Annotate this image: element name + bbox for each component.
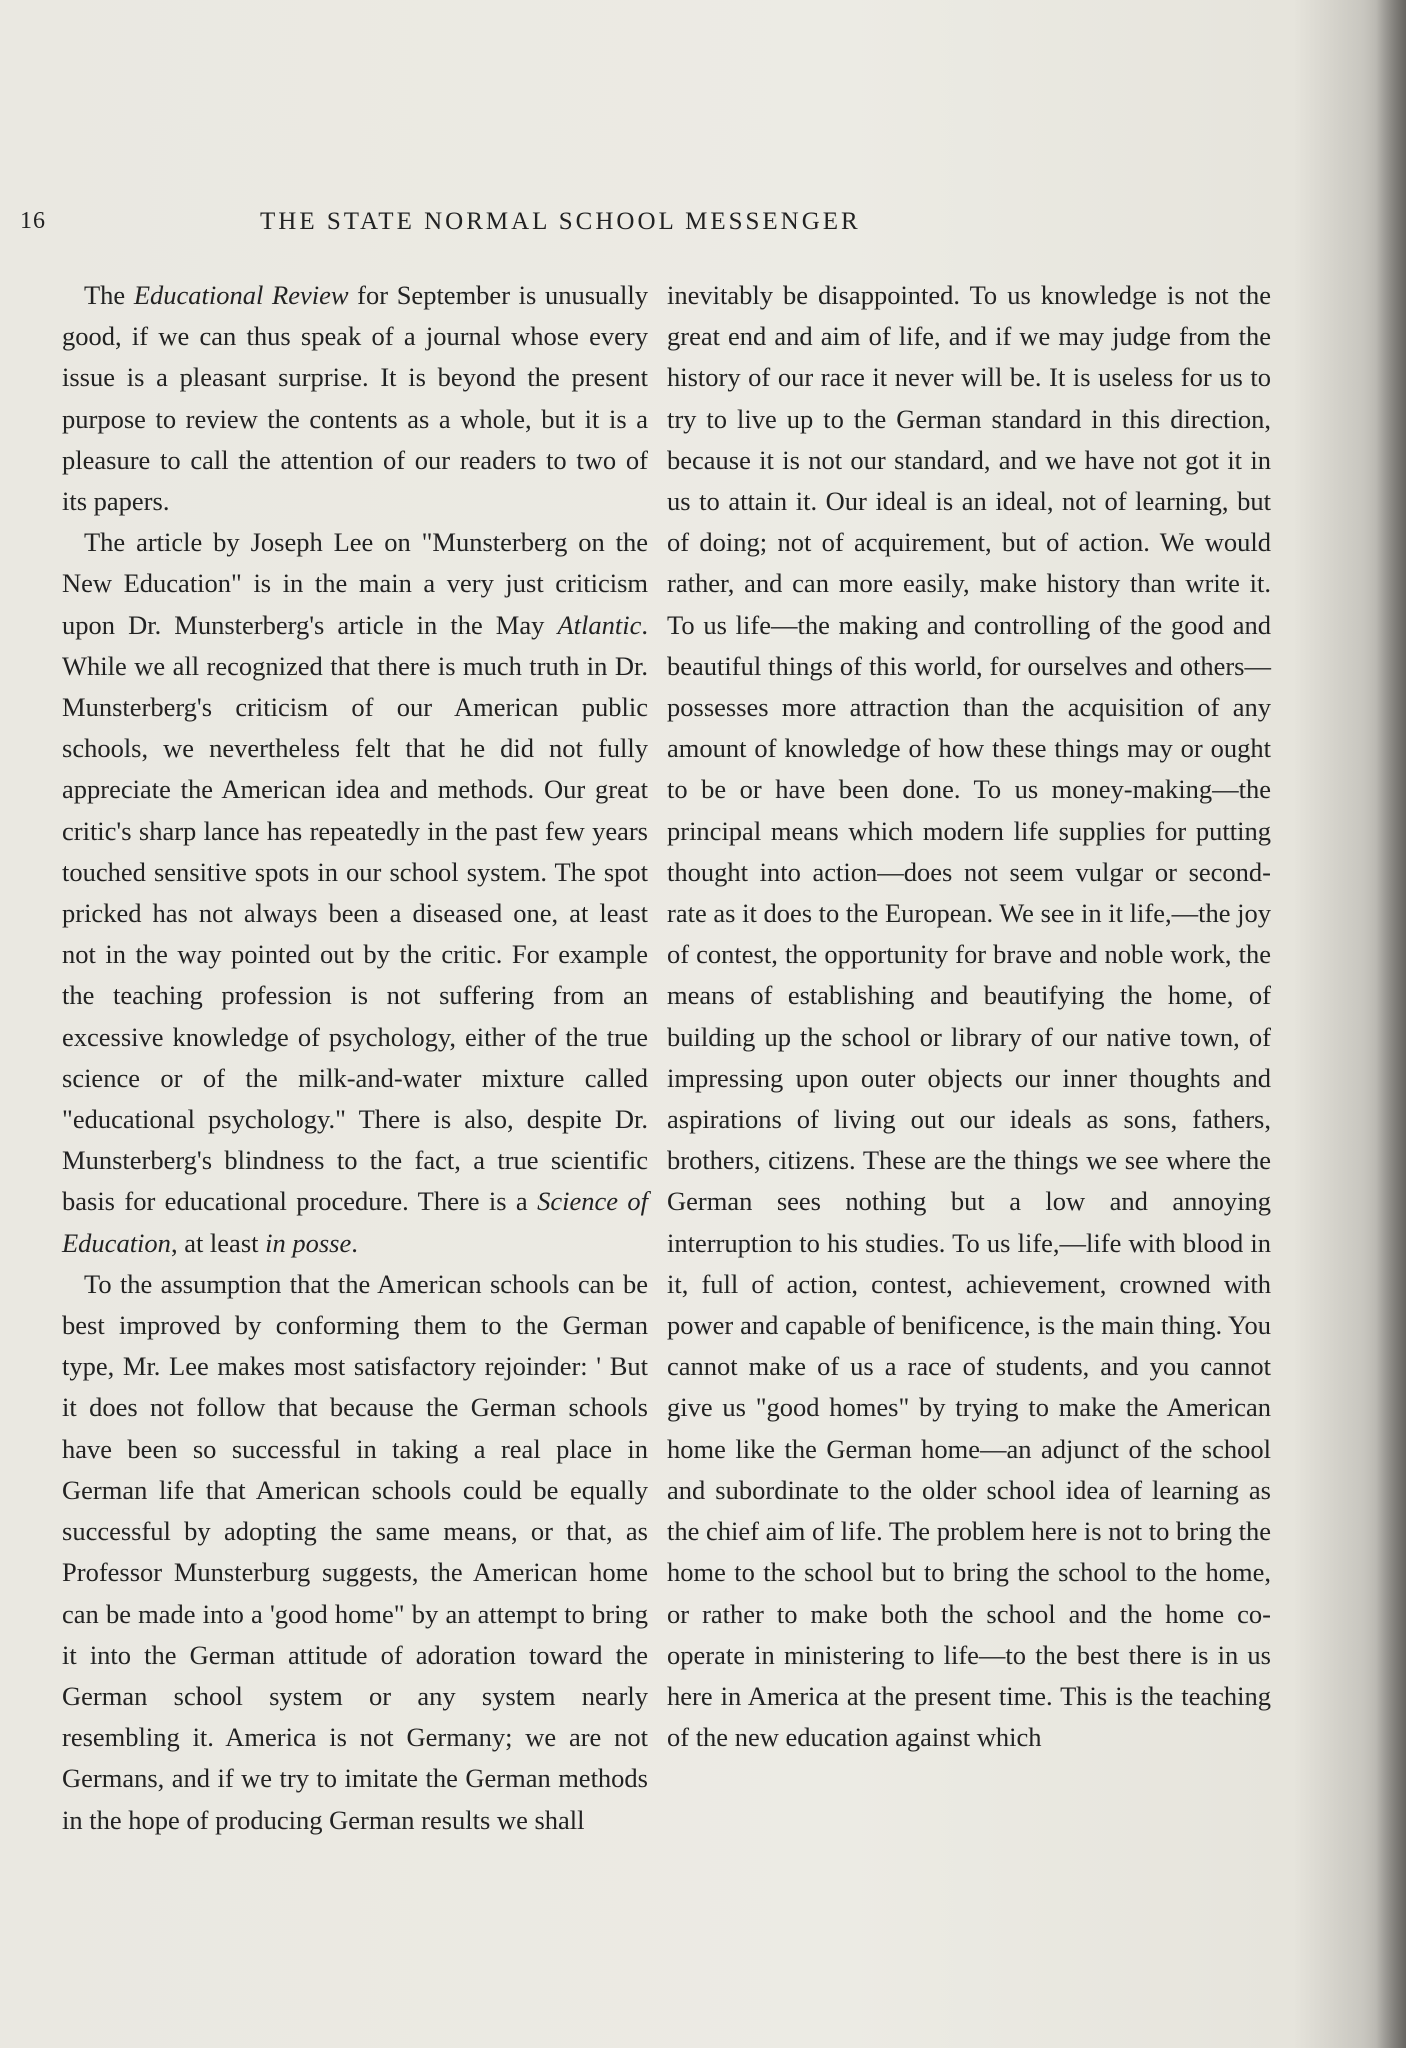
page-edge-shadow [1376, 0, 1406, 2048]
text-run: , at least [170, 1227, 266, 1258]
page-number: 16 [20, 208, 46, 234]
journal-title: THE STATE NORMAL SCHOOL MESSENGER [260, 208, 861, 235]
text-run: The [84, 280, 134, 310]
text-run: . [351, 1227, 358, 1258]
paragraph-review-intro [62, 275, 648, 522]
paragraph-assumption: To the assumption that the American schools can be best improved by conforming them to the German type, Mr. Lee makes most satisfactory rejoinder: ' But it does not follow that because the German schools have been so successful in taking a real place in German life that American schools could be equally successful by adopting the same means, or that, as Professor Munsterburg suggests, the American home can be made into a 'good home" by an attempt to bring it into the German attitude of adoration toward the German school system or any system nearly resembling it. America is not Germany; we are not Germans, and if we try to imitate the German methods in the hope of producing German results we shall [62, 1268, 648, 1835]
journal-name: Educational Review [133, 280, 349, 310]
running-header [20, 208, 1020, 248]
emphasis-in-posse: in posse [265, 1227, 352, 1258]
left-column [62, 275, 648, 2035]
magazine-name: Atlantic [557, 609, 642, 640]
emphasis-science-of-education: Science of Education [62, 1186, 648, 1258]
text-run: . While we all recognized that there is much truth in Dr. Munsterberg's criticism of our American public schools, we nevertheless felt that he did not fully appreciate the American idea and methods. Our great critic's sharp lance has repeatedly in the past few years touched sensitive spots in our school system. The spot pricked has not always been a diseased one, at least not in the way pointed out by the critic. For example the teaching profession is not suffering from an excessive knowledge of psychology, either of the true science or of the milk-and-water mixture called "educational psychology." There is also, despite Dr. Munsterberg's blindness to the fact, a true scientific basis for educational procedure. There is a [62, 609, 648, 1217]
right-column [667, 275, 1271, 2035]
text-run: The article by Joseph Lee on "Munsterberg on the New Education" is in the main a very just criticism upon Dr. Munsterberg's article in the May [62, 527, 648, 640]
paragraph-lee-article [62, 522, 648, 1264]
paragraph-continuation: inevitably be disappointed. To us knowledge is not the great end and aim of life, and if we may judge from the history of our race it never will be. It is useless for us to try to live up to the German standard in this direction, because it is not our standard, and we have not got it in us to attain it. Our ideal is an ideal, not of learning, but of doing; not of acquirement, but of action. We would rather, and can more easily, make history than write it. To us life—the making and controlling of the good and beautiful things of this world, for ourselves and others—possesses more attraction than the acquisition of any amount of knowledge of how these things may or ought to be or have been done. To us money-making—the principal means which modern life supplies for putting thought into action—does not seem vulgar or second-rate as it does to the European. We see in it life,—the joy of contest, the opportunity for brave and noble work, the means of establishing and beautifying the home, of building up the school or library of our native town, of impressing upon outer objects our inner thoughts and aspirations of living out our ideals as sons, fathers, brothers, citizens. These are the things we see where the German sees nothing but a low and annoying interruption to his studies. To us life,—life with blood in it, full of action, contest, achievement, crowned with power and capable of benificence, is the main thing. You cannot make of us a race of students, and you cannot give us "good homes" by trying to make the American home like the German home—an adjunct of the school and subordinate to the older school idea of learning as the chief aim of life. The problem here is not to bring the home to the school but to bring the school to the home, or rather to make both the school and the home co-operate in ministering to life—to the best there is in us here in America at the present time. This is the teaching of the new education against which [667, 280, 1271, 1753]
text-run: for September is unusually good, if we can thus speak of a journal whose every issue is a pleasant surprise. It is beyond the present purpose to review the contents as a whole, but it is a pleasure to call the attention of our readers to two of its papers. [62, 280, 649, 517]
